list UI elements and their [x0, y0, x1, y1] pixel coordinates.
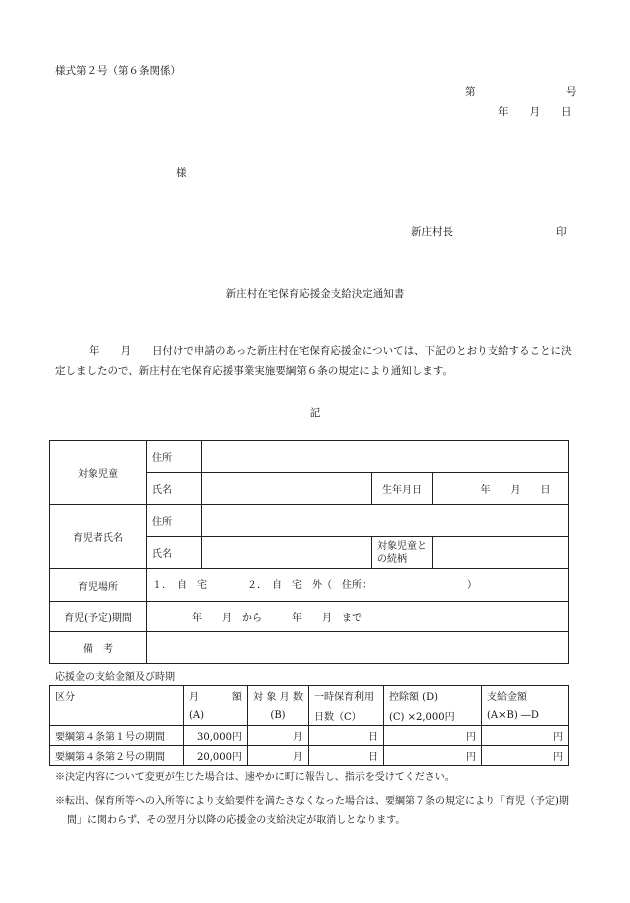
- header-months: 対象月数: [248, 686, 309, 706]
- header-deduction-sub: (C) ×2,000円: [384, 706, 482, 726]
- row2-deduction-field[interactable]: 円: [384, 746, 482, 766]
- row2-amount: 20,000円: [184, 746, 248, 766]
- document-number-suffix: 号: [566, 86, 577, 98]
- note-change-report: ※決定内容について変更が生じた場合は、速やかに町に報告し、指示を受けてください。: [55, 772, 455, 783]
- document-date: 年 月 日: [498, 106, 572, 118]
- header-deduction: 控除額 (D): [384, 686, 482, 706]
- remarks-label: 備 考: [50, 632, 147, 664]
- relation-label: 対象児童との続柄: [372, 537, 433, 569]
- birth-field[interactable]: [433, 473, 569, 505]
- body-text: 年 月 日付けで申請のあった新庄村在宅保育応援金については、下記のとおり支給することに決定しましたので、新庄村在宅保育応援事業実施要綱第６条の規定により通知します。: [55, 345, 572, 377]
- period-label: 育児(予定)期間: [50, 602, 147, 632]
- child-address-field[interactable]: [202, 441, 569, 473]
- payment-heading: 応援金の支給金額及び時期: [55, 672, 175, 683]
- child-label: 対象児童: [50, 441, 147, 505]
- note-cancellation: ※転出、保育所等への入所等により支給要件を満たさなくなった場合は、要綱第７条の規定により「育児（予定)期間」に関わらず、その翌月分以降の応援金の支給決定が取消しとなります。: [55, 796, 569, 826]
- addressee-sama: 様: [176, 167, 187, 179]
- row1-deduction-field[interactable]: 円: [384, 726, 482, 746]
- header-category: 区分: [50, 686, 184, 706]
- place-field[interactable]: [147, 569, 569, 602]
- document-title: 新庄村在宅保育応援金支給決定通知書: [225, 288, 405, 300]
- seal-mark: 印: [556, 226, 567, 238]
- guardian-name-field[interactable]: [202, 537, 372, 569]
- ki-heading: 記: [309, 407, 321, 419]
- guardian-name-label: 氏名: [147, 537, 202, 569]
- row2-payment-field[interactable]: 円: [482, 746, 569, 766]
- row2-days-field[interactable]: 日: [309, 746, 384, 766]
- row2-category: 要綱第４条第２号の期間: [50, 746, 184, 766]
- issuer-name: 新庄村長: [411, 226, 453, 238]
- table-row: [50, 726, 569, 746]
- header-category-sub: [50, 706, 184, 726]
- period-value: 年 月 から 年 月 まで: [192, 613, 362, 624]
- form-number: 様式第２号（第６条関係）: [55, 65, 181, 77]
- document-number-prefix: 第: [465, 86, 476, 98]
- table-row: [50, 746, 569, 766]
- child-address-label: 住所: [147, 441, 202, 473]
- header-days-sub: 日数（C）: [309, 706, 384, 726]
- place-label: 育児場所: [50, 569, 147, 602]
- guardian-address-label: 住所: [147, 505, 202, 537]
- payment-table: [49, 685, 569, 766]
- row1-months-field[interactable]: 月: [248, 726, 309, 746]
- remarks-field[interactable]: [147, 632, 569, 664]
- child-name-label: 氏名: [147, 473, 202, 505]
- guardian-address-field[interactable]: [202, 505, 569, 537]
- header-payment-sub: (A×B) ―D: [482, 706, 569, 726]
- birth-label: 生年月日: [372, 473, 433, 505]
- relation-field[interactable]: [433, 537, 569, 569]
- child-info-table: [49, 440, 569, 664]
- header-months-sub: (B): [248, 706, 309, 726]
- row1-payment-field[interactable]: 円: [482, 726, 569, 746]
- row2-months-field[interactable]: 月: [248, 746, 309, 766]
- birth-value: 年 月 日: [480, 485, 551, 496]
- row1-category: 要綱第４条第１号の期間: [50, 726, 184, 746]
- header-monthly-sub: (A): [184, 706, 248, 726]
- body-paragraph: [55, 341, 577, 381]
- child-name-field[interactable]: [202, 473, 372, 505]
- row1-amount: 30,000円: [184, 726, 248, 746]
- period-field[interactable]: [147, 602, 569, 632]
- guardian-label: 育児者氏名: [50, 505, 147, 569]
- row1-days-field[interactable]: 日: [309, 726, 384, 746]
- header-days: 一時保育利用: [309, 686, 384, 706]
- header-monthly: 月 額: [184, 686, 248, 706]
- header-payment: 支給金額: [482, 686, 569, 706]
- place-value: １． 自 宅 ２． 自 宅 外（ 住所： ）: [152, 579, 477, 591]
